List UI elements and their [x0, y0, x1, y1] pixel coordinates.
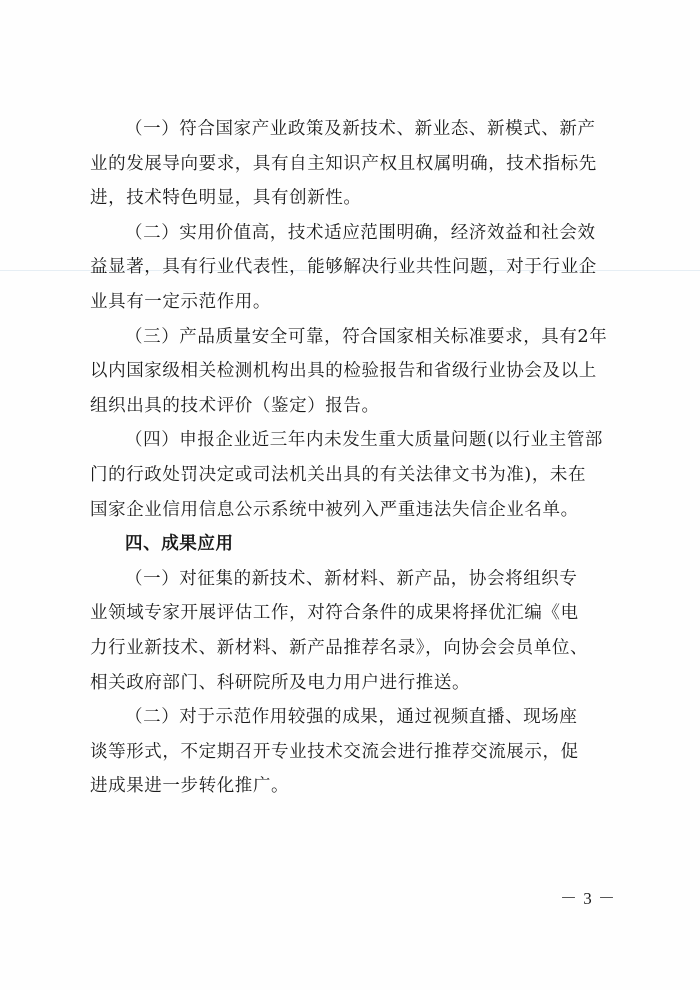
text-line: 国家企业信用信息公示系统中被列入严重违法失信企业名单。	[90, 499, 579, 520]
text-line: （三）产品质量安全可靠，符合国家相关标准要求，具有2年	[125, 326, 608, 347]
document-body	[90, 112, 610, 804]
text-line: 进，技术特色明显，具有创新性。	[90, 188, 362, 209]
text-line: 组织出具的技术评价（鉴定）报告。	[90, 395, 380, 416]
text-line: （四）申报企业近三年内未发生重大质量问题(以行业主管部	[125, 430, 604, 451]
paragraph-criteria-1	[90, 112, 610, 216]
text-line: 进成果进一步转化推广。	[90, 776, 290, 797]
text-line: 门的行政处罚决定或司法机关出具的有关法律文书为准)，未在	[90, 464, 587, 485]
paragraph-criteria-3	[90, 320, 610, 424]
text-line: 业的发展导向要求，具有自主知识产权且权属明确，技术指标先	[90, 153, 597, 174]
text-line: （一）对征集的新技术、新材料、新产品，协会将组织专	[125, 568, 578, 589]
paragraph-application-2	[90, 700, 610, 804]
text-line: 力行业新技术、新材料、新产品推荐名录》，向协会会员单位、	[90, 637, 589, 658]
text-line: 业领域专家开展评估工作，对符合条件的成果将择优汇编《电	[90, 603, 579, 624]
text-line: 谈等形式，不定期召开专业技术交流会进行推荐交流展示，促	[90, 741, 579, 762]
page-number: － 3 －	[560, 889, 616, 908]
text-line: （一）符合国家产业政策及新技术、新业态、新模式、新产	[125, 119, 596, 139]
text-line: （二）对于示范作用较强的成果，通过视频直播、现场座	[125, 707, 578, 728]
paragraph-criteria-2	[90, 216, 610, 320]
text-line: 相关政府部门、科研院所及电力用户进行推送。	[90, 672, 471, 693]
text-line: 业具有一定示范作用。	[90, 291, 271, 312]
paragraph-criteria-4	[90, 423, 610, 527]
section-heading: 四、成果应用	[125, 534, 234, 555]
text-line: 益显著，具有行业代表性，能够解决行业共性问题，对于行业企	[90, 257, 597, 278]
paragraph-application-1	[90, 562, 610, 700]
text-line: 以内国家级相关检测机构出具的检验报告和省级行业协会及以上	[90, 361, 597, 382]
text-line: （二）实用价值高，技术适应范围明确，经济效益和社会效	[125, 222, 596, 243]
